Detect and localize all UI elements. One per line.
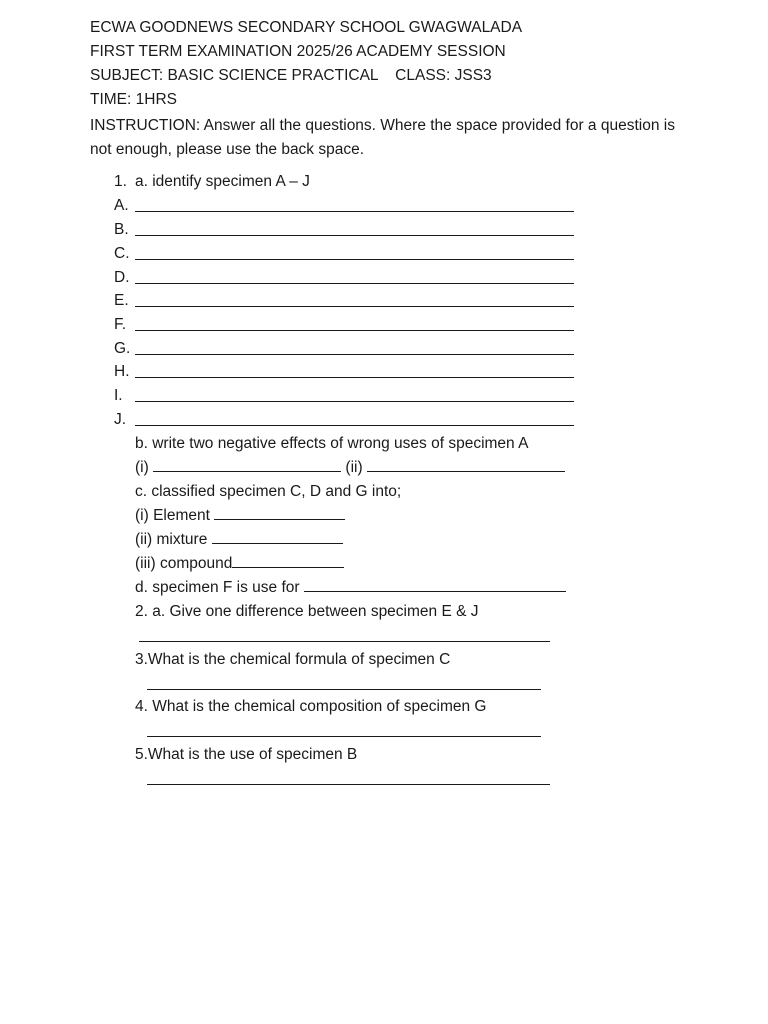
answer-line-e[interactable] [135, 306, 574, 307]
answer-line-a[interactable] [135, 211, 574, 212]
specimen-label-a: A. [114, 197, 129, 214]
answer-line-h[interactable] [135, 377, 574, 378]
specimen-label-g: G. [114, 340, 131, 357]
question-1c-compound [135, 554, 344, 574]
question-1b-text: b. write two negative effects of wrong uses of specimen A [135, 435, 529, 452]
element-label: (i) Element [135, 507, 210, 524]
question-5-text: 5.What is the use of specimen B [135, 746, 358, 763]
specimen-label-f: F. [114, 316, 127, 333]
answer-line-q4[interactable] [147, 736, 541, 737]
part-b-label-i: (i) [135, 459, 149, 476]
specimen-label-c: C. [114, 245, 130, 262]
answer-line-g[interactable] [135, 354, 574, 355]
question-1c-element [135, 506, 345, 526]
subject-class: SUBJECT: BASIC SCIENCE PRACTICAL CLASS: JSS3 [90, 67, 492, 84]
specimen-label-b: B. [114, 221, 129, 238]
specimen-label-j: J. [114, 411, 127, 428]
answer-line-f[interactable] [135, 330, 574, 331]
question-1b-answers [135, 458, 565, 478]
answer-line-j[interactable] [135, 425, 574, 426]
question-1d [135, 578, 566, 598]
question-4-text: 4. What is the chemical composition of specimen G [135, 698, 487, 715]
answer-line-d[interactable] [135, 283, 574, 284]
answer-line-b[interactable] [135, 235, 574, 236]
exam-time: TIME: 1HRS [90, 91, 177, 108]
answer-line-b-ii[interactable] [367, 458, 565, 472]
part-b-label-ii: (ii) [345, 459, 363, 476]
specimen-label-i: I. [114, 387, 123, 404]
answer-line-element[interactable] [214, 506, 345, 520]
instruction-text: INSTRUCTION: Answer all the questions. Where the space provided for a question is not enough, please use the back space. [90, 117, 675, 158]
answer-line-c[interactable] [135, 259, 574, 260]
question-2-text: 2. a. Give one difference between specimen E & J [135, 603, 479, 620]
specimen-label-e: E. [114, 292, 129, 309]
question-1c-text: c. classified specimen C, D and G into; [135, 483, 402, 500]
specimen-label-d: D. [114, 269, 130, 286]
answer-line-q2[interactable] [139, 641, 550, 642]
question-1a-text: a. identify specimen A – J [135, 173, 310, 190]
question-3-text: 3.What is the chemical formula of specimen C [135, 651, 451, 668]
answer-line-mixture[interactable] [212, 530, 343, 544]
answer-line-q5[interactable] [147, 784, 550, 785]
mixture-label: (ii) mixture [135, 531, 208, 548]
compound-label: (iii) compound [135, 555, 233, 572]
answer-line-i[interactable] [135, 401, 574, 402]
answer-line-compound[interactable] [232, 554, 344, 568]
question-1c-mixture [135, 530, 343, 550]
question-1-number: 1. [114, 173, 127, 190]
school-name: ECWA GOODNEWS SECONDARY SCHOOL GWAGWALADA [90, 19, 523, 36]
exam-title: FIRST TERM EXAMINATION 2025/26 ACADEMY SESSION [90, 43, 506, 60]
specimen-label-h: H. [114, 363, 130, 380]
answer-line-q3[interactable] [147, 689, 541, 690]
answer-line-d-use[interactable] [304, 578, 566, 592]
answer-line-b-i[interactable] [153, 458, 341, 472]
question-1d-text: d. specimen F is use for [135, 579, 300, 596]
